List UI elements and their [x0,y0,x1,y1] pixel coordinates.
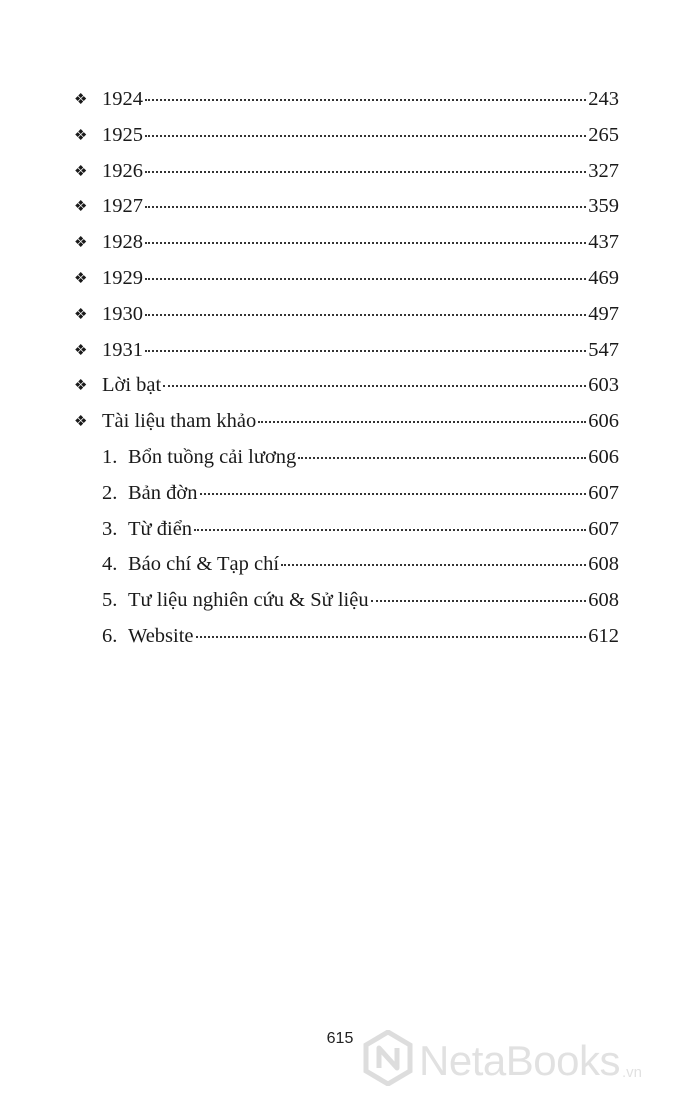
toc-subentry-page: 612 [588,624,619,647]
toc-entry-page: 469 [588,266,619,289]
dot-leader [145,170,586,173]
toc-subentry-page: 608 [588,553,619,576]
dot-leader [281,563,586,566]
toc-entry-page: 547 [588,338,619,361]
dot-leader [145,241,586,244]
diamond-bullet-icon: ❖ [74,127,88,144]
toc-entry-1927[interactable] [74,191,619,227]
toc-entry-label: 1924 [102,88,143,110]
toc-entry-1929[interactable] [74,263,619,299]
toc-subentry-number: 4. [102,553,118,576]
dot-leader [371,599,587,602]
toc-entry-page: 437 [588,231,619,254]
toc-subentry-3[interactable] [74,514,619,550]
diamond-bullet-icon: ❖ [74,163,88,180]
dot-leader [163,384,586,387]
toc-subentry-label: Bản đờn [128,481,198,504]
dot-leader [194,528,586,531]
diamond-bullet-icon: ❖ [74,342,88,359]
toc-entry-page: 603 [588,374,619,397]
toc-subentry-2[interactable] [74,478,619,514]
toc-subentry-4[interactable] [74,549,619,585]
watermark-brand: NetaBooks [419,1036,620,1084]
toc-entry-1930[interactable] [74,299,619,335]
toc-entry-page: 606 [588,410,619,433]
dot-leader [196,635,587,638]
diamond-bullet-icon: ❖ [74,235,88,252]
netabooks-logo-icon [363,1030,413,1091]
toc-entry-page: 497 [588,302,619,325]
diamond-bullet-icon: ❖ [74,378,88,395]
toc-entry-label: Tài liệu tham khảo [102,410,257,433]
diamond-bullet-icon: ❖ [74,306,88,323]
watermark-tld: .vn [621,1064,642,1081]
toc-subentry-number: 1. [102,445,118,468]
toc-subentry-number: 2. [102,481,118,504]
toc-entry-label: 1927 [102,195,143,218]
dot-leader [145,349,586,352]
toc-subentry-label: Tư liệu nghiên cứu & Sử liệu [128,589,369,612]
toc-entry-page: 327 [588,159,619,182]
dot-leader [145,134,586,137]
toc-entry-1926[interactable] [74,156,619,192]
diamond-bullet-icon: ❖ [74,199,88,216]
toc-entry-page: 265 [588,123,619,146]
toc-entry-1924[interactable] [74,84,619,120]
toc-subentry-label: Từ điển [128,517,193,540]
diamond-bullet-icon: ❖ [74,92,88,108]
dot-leader [145,277,586,280]
toc-subentry-number: 6. [102,624,118,647]
dot-leader [200,492,587,495]
toc-subentry-page: 608 [588,589,619,612]
dot-leader [145,98,586,101]
page-number: 615 [326,1030,354,1047]
diamond-bullet-icon: ❖ [74,270,88,287]
diamond-bullet-icon: ❖ [74,414,88,431]
toc-entry-page: 243 [588,88,619,110]
toc-entry-label: 1928 [102,231,143,254]
toc-subentry-page: 606 [588,445,619,468]
netabooks-watermark [363,1030,642,1091]
toc-entry-label: 1925 [102,123,143,146]
toc-subentry-6[interactable] [74,621,619,657]
toc-entry-label: 1930 [102,302,143,325]
toc-subentry-label: Website [128,624,194,647]
dot-leader [258,420,586,423]
toc-entry-1928[interactable] [74,227,619,263]
toc-entry-loi-bat[interactable] [74,370,619,406]
toc-entry-1931[interactable] [74,335,619,371]
toc-entry-page: 359 [588,195,619,218]
toc-subentry-number: 3. [102,517,118,540]
toc-subentry-label: Bổn tuồng cải lương [128,445,297,468]
toc-subentry-page: 607 [588,481,619,504]
toc-entry-1925[interactable] [74,120,619,156]
toc-entry-label: Lời bạt [102,374,162,397]
dot-leader [145,205,586,208]
toc-entry-label: 1931 [102,338,143,361]
toc-subentry-label: Báo chí & Tạp chí [128,553,280,576]
toc-subentry-5[interactable] [74,585,619,621]
toc-entry-label: 1926 [102,159,143,182]
toc-subentry-page: 607 [588,517,619,540]
toc-subentry-1[interactable] [74,442,619,478]
toc-entry-label: 1929 [102,266,143,289]
dot-leader [145,313,586,316]
dot-leader [298,456,586,459]
table-of-contents [74,84,619,657]
toc-subentry-number: 5. [102,589,118,612]
toc-entry-tai-lieu-tham-khao[interactable] [74,406,619,442]
